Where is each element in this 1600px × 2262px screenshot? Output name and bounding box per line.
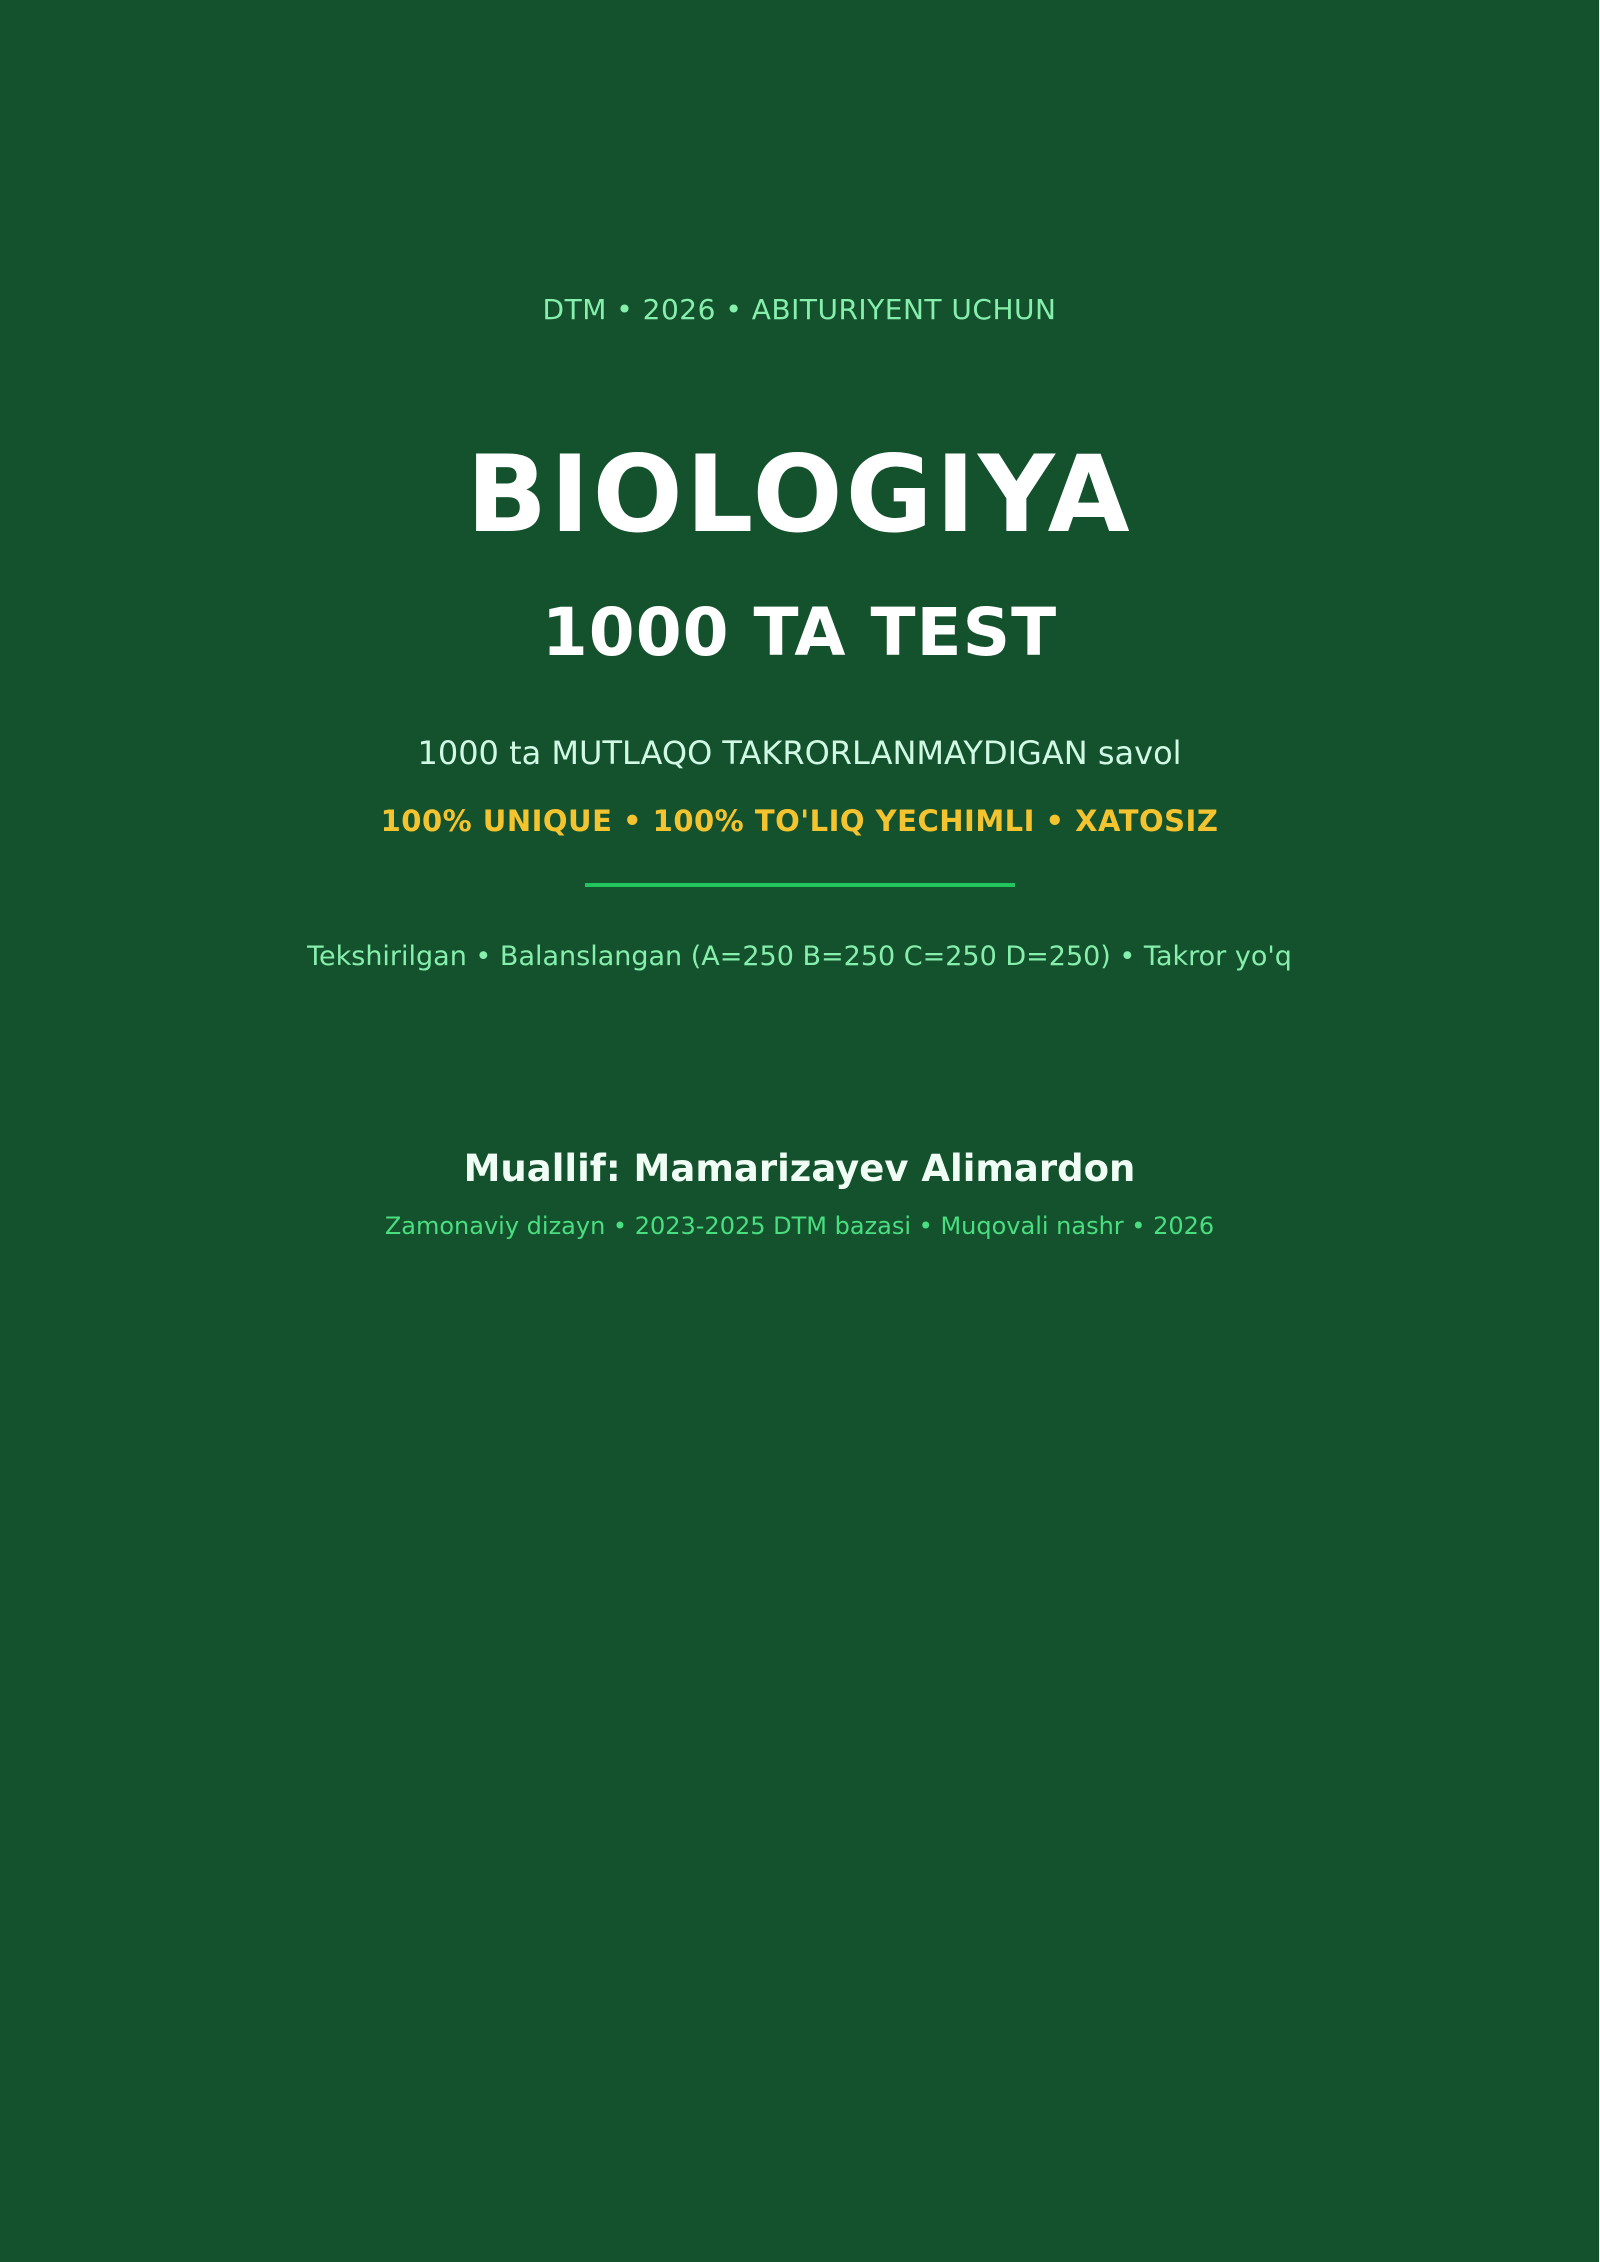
cover-description: 1000 ta MUTLAQO TAKRORLANMAYDIGAN savol: [417, 734, 1182, 772]
cover-tagline: DTM • 2026 • ABITURIYENT UCHUN: [542, 293, 1057, 326]
cover-footer-note: Zamonaviy dizayn • 2023-2025 DTM bazasi • Muqovali nashr • 2026: [384, 1212, 1215, 1240]
cover-author: Muallif: Mamarizayev Alimardon: [463, 1147, 1136, 1190]
cover-title: BIOLOGIYA: [466, 433, 1133, 556]
cover-subtitle: 1000 TA TEST: [541, 594, 1058, 671]
cover-highlights: 100% UNIQUE • 100% TO'LIQ YECHIMLI • XATOSIZ: [380, 804, 1219, 838]
cover-checks: Tekshirilgan • Balanslangan (A=250 B=250 C=250 D=250) • Takror yo'q: [307, 941, 1292, 972]
cover-divider: [585, 883, 1015, 887]
